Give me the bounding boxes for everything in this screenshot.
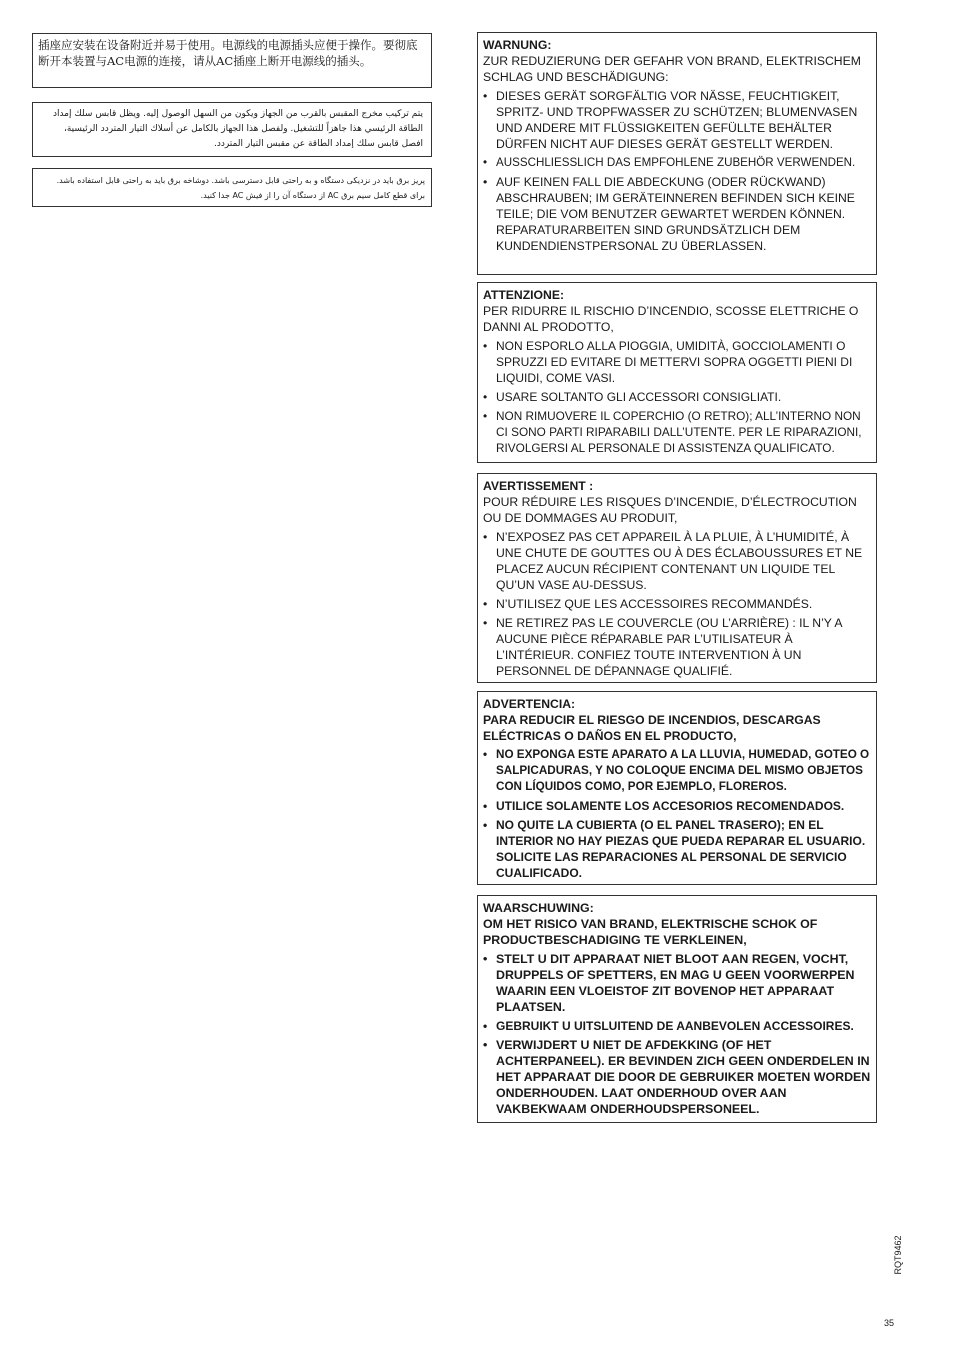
french-warning-heading: AVERTISSEMENT : xyxy=(483,479,594,493)
dutch-warning xyxy=(477,895,877,1123)
page-number: 35 xyxy=(884,1318,895,1328)
list-item: • NO QUITE LA CUBIERTA (O EL PANEL TRASERO); EN EL INTERIOR NO HAY PIEZAS QUE PUEDA REPARAR EL USUARIO. SOLICITE LAS REPARACIONES AL PERSONAL DE SERVICIO CUALIFICADO. xyxy=(483,817,871,881)
list-item: • N’UTILISEZ QUE LES ACCESSOIRES RECOMMANDÉS. xyxy=(483,596,871,612)
document-code xyxy=(878,1234,918,1276)
italian-warning-list xyxy=(483,338,871,456)
italian-warning-intro: PER RIDURRE IL RISCHIO D’INCENDIO, SCOSSE ELETTRICHE O DANNI AL PRODOTTO, xyxy=(483,304,859,334)
dutch-warning-list xyxy=(483,951,871,1117)
spanish-warning-intro: PARA REDUCIR EL RIESGO DE INCENDIOS, DESCARGAS ELÉCTRICAS O DAÑOS EN EL PRODUCTO, xyxy=(483,713,821,743)
chinese-notice-text: 插座应安装在设备附近并易于使用。电源线的电源插头应便于操作。要彻底断开本装置与AC电源的连接，请从AC插座上断开电源线的插头。 xyxy=(38,38,418,68)
german-warning-heading: WARNUNG: xyxy=(483,38,552,52)
list-item: • STELT U DIT APPARAAT NIET BLOOT AAN REGEN, VOCHT, DRUPPELS OF SPETTERS, EN MAG U GEEN VOORWERPEN WAARIN EEN VLOEISTOF ZIT BOVENOP HET APPARAAT PLAATSEN. xyxy=(483,951,871,1015)
german-warning-list xyxy=(483,88,871,254)
spanish-warning-heading: ADVERTENCIA: xyxy=(483,697,576,711)
arabic-notice-text: يتم تركيب مخرج المقبس بالقرب من الجهاز ويكون من السهل الوصول إليه. ويظل قابس سلك إمداد الطاقة الرئيسي هذا جاهزاً للتشغيل. ولفصل هذا الجهاز بالكامل عن أسلاك التيار المتردد الرئيسية، افصل قابس سلك إمداد الطاقة عن مقبس التيار المتردد. xyxy=(52,109,423,149)
dutch-warning-intro: OM HET RISICO VAN BRAND, ELEKTRISCHE SCHOK OF PRODUCTBESCHADIGING TE VERKLEINEN, xyxy=(483,917,818,947)
french-warning xyxy=(477,473,877,683)
list-item: • USARE SOLTANTO GLI ACCESSORI CONSIGLIATI. xyxy=(483,389,871,405)
german-warning xyxy=(477,32,877,275)
document-code-text: RQT9462 xyxy=(893,1235,903,1275)
dutch-warning-heading: WAARSCHUWING: xyxy=(483,901,594,915)
list-item: • NO EXPONGA ESTE APARATO A LA LLUVIA, HUMEDAD, GOTEO O SALPICADURAS, Y NO COLOQUE ENCIMA DEL MISMO OBJETOS CON LÍQUIDOS COMO, POR EJEMPLO, FLOREROS. xyxy=(483,747,871,795)
list-item: • AUSSCHLIESSLICH DAS EMPFOHLENE ZUBEHÖR VERWENDEN. xyxy=(483,155,871,171)
spanish-warning xyxy=(477,691,877,885)
persian-notice xyxy=(32,168,432,207)
list-item: • NON ESPORLO ALLA PIOGGIA, UMIDITÀ, GOCCIOLAMENTI O SPRUZZI ED EVITARE DI METTERVI SOPRA OGGETTI PIENI DI LIQUIDI, COME VASI. xyxy=(483,338,871,386)
list-item: • GEBRUIKT U UITSLUITEND DE AANBEVOLEN ACCESSOIRES. xyxy=(483,1018,871,1034)
list-item: • DIESES GERÄT SORGFÄLTIG VOR NÄSSE, FEUCHTIGKEIT, SPRITZ- UND TROPFWASSER ZU SCHÜTZEN; BLUMENVASEN UND ANDERE MIT FLÜSSIGKEITEN GEFÜLLTE BEHÄLTER DÜRFEN NICHT AUF DIESES GERÄT GESTELLT WERDEN. xyxy=(483,88,871,152)
arabic-notice xyxy=(32,102,432,157)
french-warning-intro: POUR RÉDUIRE LES RISQUES D’INCENDIE, D’ÉLECTROCUTION OU DE DOMMAGES AU PRODUIT, xyxy=(483,495,857,525)
list-item: • VERWIJDERT U NIET DE AFDEKKING (OF HET ACHTERPANEEL). ER BEVINDEN ZICH GEEN ONDERDELEN IN HET APPARAAT DIE DOOR DE GEBRUIKER MOETEN WORDEN ONDERHOUDEN. LAAT ONDERHOUD OVER AAN VAKBEKWAAM ONDERHOUDSPERSONEEL. xyxy=(483,1037,871,1117)
german-warning-intro: ZUR REDUZIERUNG DER GEFAHR VON BRAND, ELEKTRISCHEM SCHLAG UND BESCHÄDIGUNG: xyxy=(483,54,861,84)
list-item: • NON RIMUOVERE IL COPERCHIO (O RETRO); ALL’INTERNO NON CI SONO PARTI RIPARABILI DALL’UTENTE. PER LE RIPARAZIONI, RIVOLGERSI AL PERSONALE DI ASSISTENZA QUALIFICATO. xyxy=(483,408,871,456)
list-item: • NE RETIREZ PAS LE COUVERCLE (OU L’ARRIÈRE) : IL N’Y A AUCUNE PIÈCE RÉPARABLE PAR L’UTILISATEUR À L’INTÉRIEUR. CONFIEZ TOUTE INTERVENTION À UN PERSONNEL DE DÉPANNAGE QUALIFIÉ. xyxy=(483,615,871,679)
persian-notice-text: پریز برق باید در نزدیکی دستگاه و به راحتی قابل دسترسی باشد. دوشاخه برق باید به راحتی قابل استفاده باشد. برای قطع کامل سیم برق AC از دستگاه آن را از فیش AC جدا کنید. xyxy=(56,176,425,200)
spanish-warning-list xyxy=(483,747,871,881)
list-item: • UTILICE SOLAMENTE LOS ACCESORIOS RECOMENDADOS. xyxy=(483,798,871,814)
italian-warning xyxy=(477,282,877,463)
french-warning-list xyxy=(483,529,871,679)
chinese-notice xyxy=(32,33,432,88)
italian-warning-heading: ATTENZIONE: xyxy=(483,288,565,302)
list-item: • AUF KEINEN FALL DIE ABDECKUNG (ODER RÜCKWAND) ABSCHRAUBEN; IM GERÄTEINNEREN BEFINDEN SICH KEINE TEILE; DIE VOM BENUTZER GEWARTET WERDEN KÖNNEN. REPARATURARBEITEN SIND GRUNDSÄTZLICH DEM KUNDENDIENSTPERSONAL ZU ÜBERLASSEN. xyxy=(483,174,871,254)
list-item: • N’EXPOSEZ PAS CET APPAREIL À LA PLUIE, À L’HUMIDITÉ, À UNE CHUTE DE GOUTTES OU À DES ÉCLABOUSSURES ET NE PLACEZ AUCUN RÉCIPIENT CONTENANT UN LIQUIDE TEL QU’UN VASE AU-DESSUS. xyxy=(483,529,871,593)
